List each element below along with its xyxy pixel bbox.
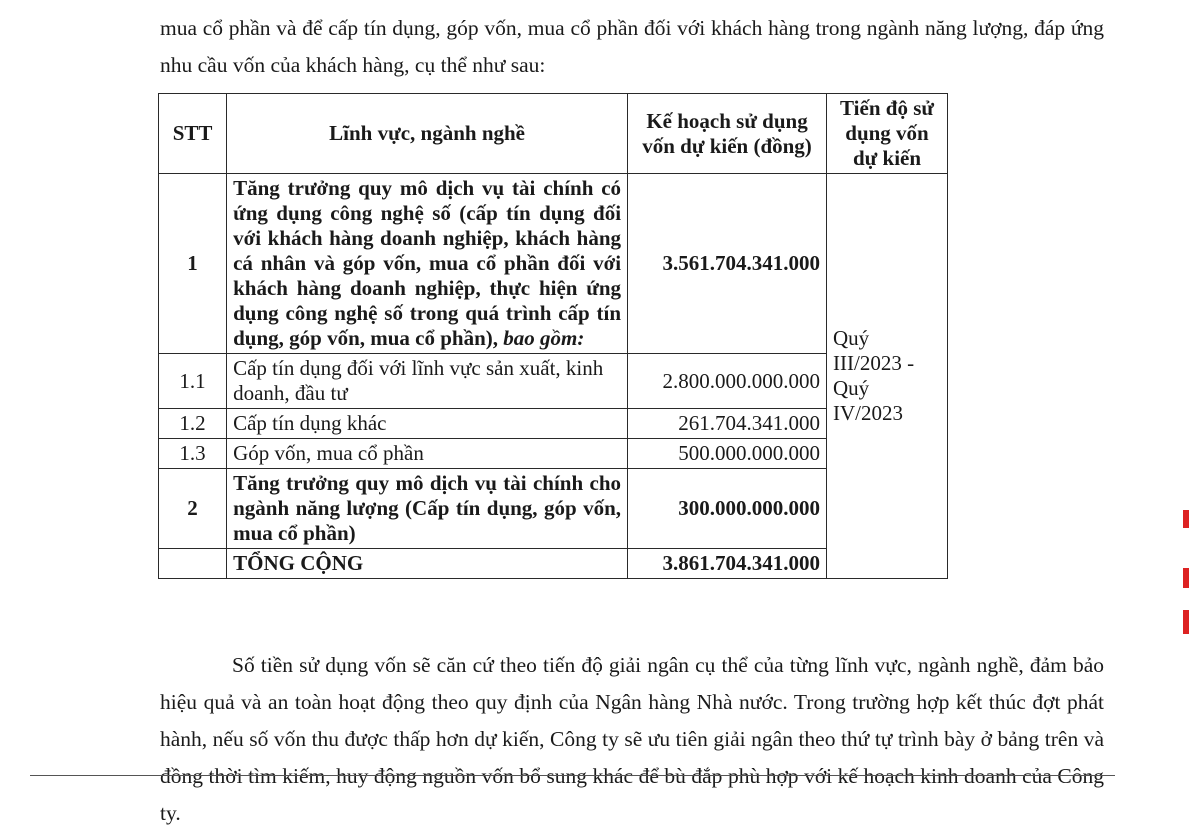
row-stt: 1 bbox=[159, 174, 227, 354]
table-row bbox=[159, 174, 948, 354]
edge-mark bbox=[1183, 610, 1189, 634]
row-field bbox=[227, 174, 628, 354]
edge-mark bbox=[1183, 568, 1189, 588]
pen-strike-line bbox=[30, 775, 1115, 776]
row-stt: 2 bbox=[159, 469, 227, 549]
total-label: TỔNG CỘNG bbox=[227, 549, 628, 579]
row-stt: 1.2 bbox=[159, 409, 227, 439]
header-progress: Tiến độ sử dụng vốn dự kiến bbox=[827, 94, 948, 174]
row-stt: 1.1 bbox=[159, 354, 227, 409]
progress-cell: Quý III/2023 - Quý IV/2023 bbox=[827, 174, 948, 579]
row-amount: 500.000.000.000 bbox=[628, 439, 827, 469]
row-amount: 2.800.000.000.000 bbox=[628, 354, 827, 409]
row-field-main: Tăng trưởng quy mô dịch vụ tài chính có ứng dụng công nghệ số (cấp tín dụng đối với khách hàng doanh nghiệp, khách hàng cá nhân và góp vốn, mua cổ phần đối với khách hàng doanh nghiệp, thực hiện ứng dụng công nghệ số trong quá trình cấp tín dụng, góp vốn, mua cổ phần), bbox=[233, 176, 622, 350]
header-field: Lĩnh vực, ngành nghề bbox=[227, 94, 628, 174]
table-header-row bbox=[159, 94, 948, 174]
row-field: Cấp tín dụng đối với lĩnh vực sản xuất, kinh doanh, đầu tư bbox=[227, 354, 628, 409]
total-stt-empty bbox=[159, 549, 227, 579]
row-field: Góp vốn, mua cổ phần bbox=[227, 439, 628, 469]
outro-paragraph: Số tiền sử dụng vốn sẽ căn cứ theo tiến độ giải ngân cụ thể của từng lĩnh vực, ngành nghề, đảm bảo hiệu quả và an toàn hoạt động theo quy định của Ngân hàng Nhà nước. Trong trường hợp kết thúc đợt phát hành, nếu số vốn thu được thấp hơn dự kiến, Công ty sẽ ưu tiên giải ngân theo thứ tự trình bày ở bảng trên và đồng thời tìm kiếm, huy động nguồn vốn bổ sung khác để bù đắp phù hợp với kế hoạch kinh doanh của Công ty. bbox=[160, 653, 1104, 825]
header-stt: STT bbox=[159, 94, 227, 174]
header-amount: Kế hoạch sử dụng vốn dự kiến (đồng) bbox=[628, 94, 827, 174]
row-stt: 1.3 bbox=[159, 439, 227, 469]
row-amount: 300.000.000.000 bbox=[628, 469, 827, 549]
row-field: Cấp tín dụng khác bbox=[227, 409, 628, 439]
row-amount: 3.561.704.341.000 bbox=[628, 174, 827, 354]
row-field-tail: bao gồm: bbox=[503, 326, 585, 350]
intro-paragraph: mua cổ phần và để cấp tín dụng, góp vốn, mua cổ phần đối với khách hàng trong ngành năng lượng, đáp ứng nhu cầu vốn của khách hàng, cụ thể như sau: bbox=[160, 16, 1104, 77]
row-field: Tăng trưởng quy mô dịch vụ tài chính cho ngành năng lượng (Cấp tín dụng, góp vốn, mua cổ phần) bbox=[227, 469, 628, 549]
capital-plan-table bbox=[158, 93, 948, 579]
total-amount: 3.861.704.341.000 bbox=[628, 549, 827, 579]
row-amount: 261.704.341.000 bbox=[628, 409, 827, 439]
edge-mark bbox=[1183, 510, 1189, 528]
